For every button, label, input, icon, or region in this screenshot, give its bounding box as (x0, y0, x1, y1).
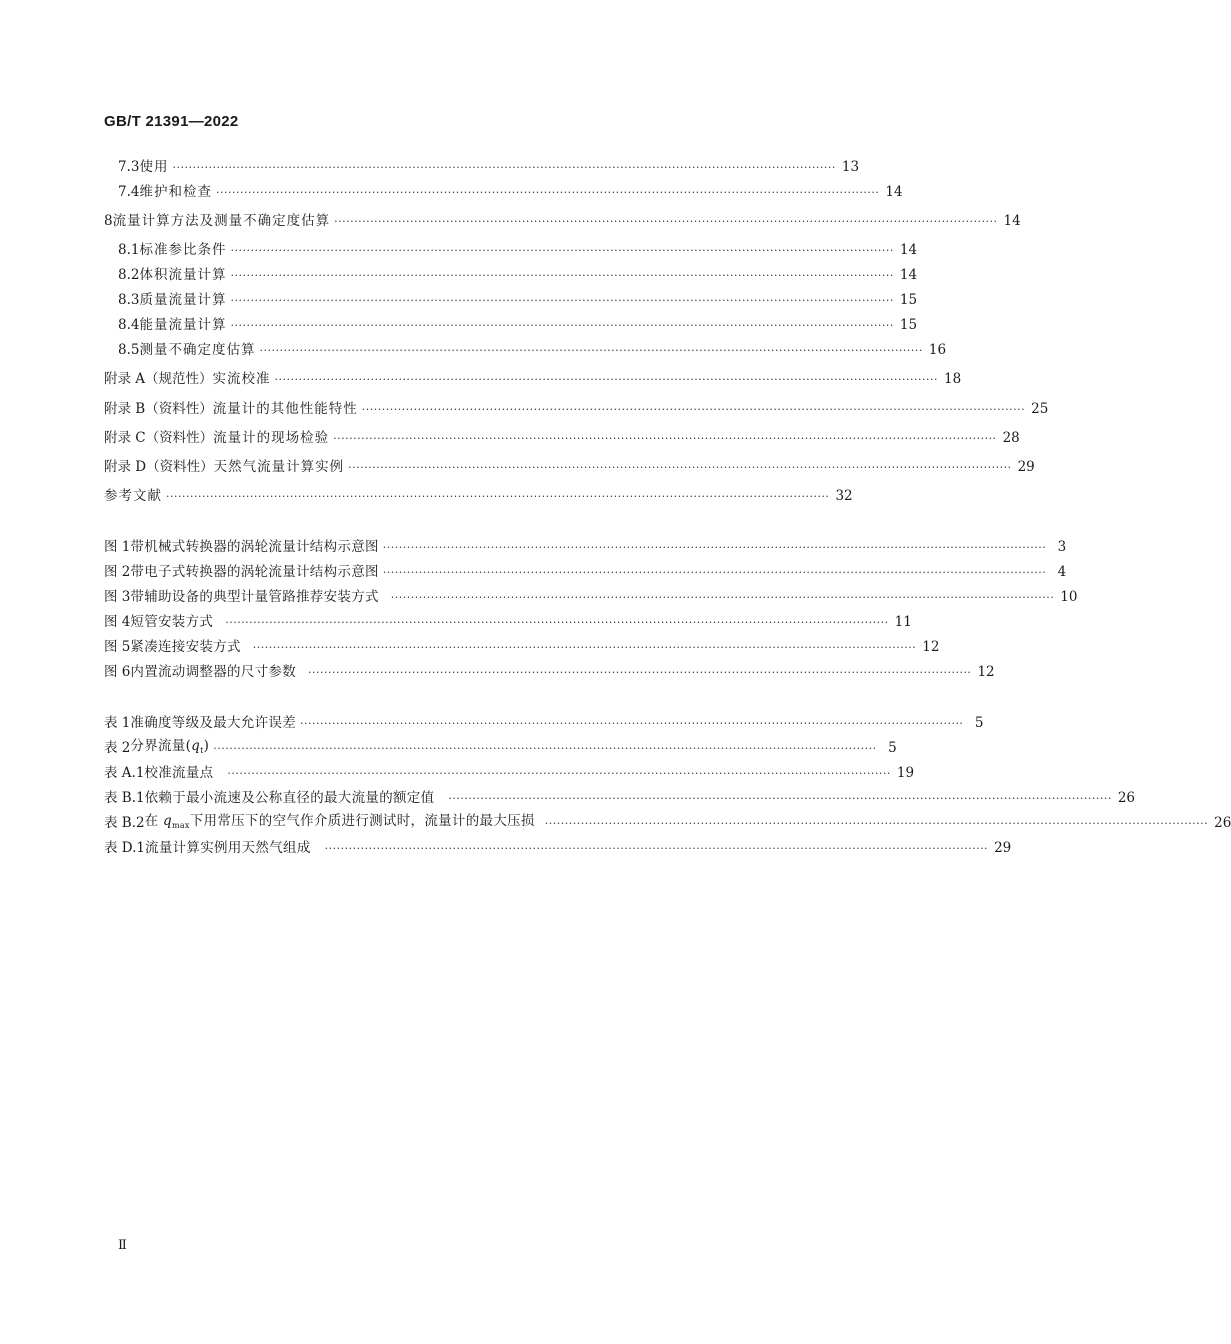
toc-entry-title: 质量流量计算 (139, 292, 227, 308)
figure-dot-leader: ······································································································································································ (252, 641, 917, 654)
figure-dot-leader: ······································································································································································ (382, 541, 1047, 554)
toc-dot-leader: ······································································································································································ (230, 244, 894, 257)
figure-title: 紧凑连接安装方式 (130, 639, 241, 655)
toc-entry-number: 8.5 (118, 342, 140, 358)
table-dot-leader: ······································································································································································ (213, 742, 877, 755)
toc-entry-page: 14 (885, 184, 903, 200)
toc-entry-number: 8.4 (118, 317, 140, 333)
toc-entry-number: 8 (104, 213, 113, 229)
toc-entry-number: 8.3 (118, 292, 140, 308)
table-entry[interactable] (0, 737, 897, 758)
toc-dot-leader: ······································································································································································ (230, 294, 894, 307)
table-page: 5 (974, 715, 984, 731)
toc-entry-page: 16 (928, 342, 947, 358)
toc-dot-leader: ······································································································································································ (230, 269, 894, 282)
toc-entry-page: 15 (899, 292, 918, 308)
table-title-prefix: 在 (144, 812, 163, 829)
toc-entry-title: 测量不确定度估算 (139, 342, 256, 358)
toc-entry[interactable] (0, 369, 962, 389)
table-number: 表 2 (104, 740, 131, 756)
figure-dot-leader: ······································································································································································ (225, 616, 889, 629)
toc-dot-leader: ······································································································································································ (348, 461, 1012, 474)
toc-entry[interactable] (0, 315, 918, 335)
toc-entry-title: 流量计的现场检验 (213, 430, 330, 446)
table-title-suffix: 下用常压下的空气作介质进行测试时，流量计的最大压损 (189, 812, 535, 829)
figure-number: 图 4 (104, 614, 131, 630)
figure-entry[interactable] (0, 562, 1067, 582)
figure-number: 图 6 (104, 664, 131, 680)
toc-entry-page: 28 (1002, 430, 1020, 446)
toc-entry-title: 体积流量计算 (139, 267, 227, 283)
table-title (145, 811, 535, 836)
figure-dot-leader: ······································································································································································ (382, 566, 1047, 579)
toc-entry-number: 7.4 (118, 184, 140, 200)
table-number: 表 B.2 (104, 815, 145, 831)
toc-entry[interactable] (0, 182, 903, 202)
toc-entry-title: 维护和检查 (139, 184, 212, 200)
table-entry[interactable] (0, 713, 984, 733)
figure-page: 11 (894, 614, 912, 630)
table-page: 29 (994, 840, 1012, 856)
table-dot-leader: ······································································································································································ (227, 767, 891, 780)
table-title: 准确度等级及最大允许误差 (130, 715, 296, 731)
table-title: 校准流量点 (144, 765, 214, 781)
figure-entry[interactable] (0, 537, 1067, 557)
toc-entry-page: 14 (899, 267, 918, 283)
figure-page: 12 (922, 639, 940, 655)
figure-entry[interactable] (0, 612, 912, 632)
table-title-suffix: ) (203, 737, 210, 754)
toc-entry[interactable] (0, 399, 1049, 419)
toc-entry-page: 14 (899, 242, 918, 258)
toc-entry-page: 13 (841, 159, 860, 175)
toc-dot-leader: ······································································································································································ (361, 403, 1026, 416)
toc-entry[interactable] (0, 157, 860, 177)
table-title-prefix: 分界流量( (130, 737, 192, 754)
toc-dot-leader: ······································································································································································ (166, 490, 830, 503)
table-number: 表 B.1 (104, 790, 145, 806)
figure-title: 带机械式转换器的涡轮流量计结构示意图 (130, 539, 379, 555)
toc-entry-page: 15 (899, 317, 918, 333)
table-dot-leader: ······································································································································································ (448, 792, 1112, 805)
table-entry[interactable] (0, 838, 1012, 858)
figure-entry[interactable] (0, 587, 1078, 607)
figure-page: 10 (1060, 589, 1078, 605)
toc-entry-title: 天然气流量计算实例 (213, 459, 345, 475)
figure-page: 3 (1057, 539, 1067, 555)
toc-entry-number: 附录 C（资料性） (104, 430, 214, 446)
table-number: 表 A.1 (104, 765, 145, 781)
toc-entry[interactable] (0, 428, 1020, 448)
toc-entry-page: 29 (1017, 459, 1035, 475)
figure-number: 图 5 (104, 639, 131, 655)
toc-entry-number: 7.3 (118, 159, 140, 175)
figure-title: 短管安装方式 (130, 614, 214, 630)
table-entry[interactable] (0, 763, 915, 783)
toc-entry-title: 流量计算方法及测量不确定度估算 (112, 213, 331, 229)
table-title: 流量计算实例用天然气组成 (145, 840, 311, 856)
toc-entry-title: 流量计的其他性能特性 (212, 401, 358, 417)
table-title-subscript: t (200, 745, 204, 755)
figure-entry[interactable] (0, 637, 940, 657)
toc-entry-number: 附录 D（资料性） (104, 459, 214, 475)
figure-number: 图 3 (104, 589, 131, 605)
toc-entry-title: 使用 (139, 159, 169, 175)
figure-entry[interactable] (0, 662, 995, 682)
toc-entry-title: 能量流量计算 (139, 317, 227, 333)
page-number-footer: Ⅱ (118, 1238, 127, 1253)
figure-title: 带辅助设备的典型计量管路推荐安装方式 (130, 589, 379, 605)
table-page: 5 (888, 740, 897, 756)
figure-dot-leader: ······································································································································································ (390, 591, 1055, 604)
table-title: 依赖于最小流速及公称直径的最大流量的额定值 (144, 790, 435, 806)
toc-entry[interactable] (0, 265, 918, 285)
table-dot-leader: ······································································································································································ (324, 842, 989, 855)
table-entry[interactable] (0, 788, 1136, 808)
toc-dot-leader: ······································································································································································ (274, 373, 938, 386)
toc-entry-page: 14 (1003, 213, 1021, 229)
toc-entry-page: 32 (835, 488, 853, 504)
toc-entry-page: 25 (1031, 401, 1049, 417)
table-title-subscript: max (171, 820, 190, 830)
figure-dot-leader: ······································································································································································ (308, 666, 972, 679)
toc-dot-leader: ······································································································································································ (215, 186, 880, 199)
table-dot-leader: ······································································································································································ (300, 717, 964, 730)
toc-entry[interactable] (0, 211, 1021, 231)
toc-entry-title: 参考文献 (104, 488, 162, 504)
table-title-variable: q (163, 812, 172, 829)
toc-entry[interactable] (0, 486, 853, 506)
table-page: 19 (896, 765, 915, 781)
toc-dot-leader: ······································································································································································ (230, 319, 894, 332)
toc-entry-title: 实流校准 (212, 371, 271, 387)
toc-dot-leader: ······································································································································································ (334, 215, 998, 228)
toc-entry[interactable] (0, 240, 918, 260)
standard-code-header: GB/T 21391—2022 (104, 113, 239, 130)
table-number: 表 1 (104, 715, 131, 731)
toc-dot-leader: ······································································································································································ (333, 432, 997, 445)
toc-entry[interactable] (0, 290, 918, 310)
table-dot-leader: ······································································································································································ (544, 817, 1209, 830)
figure-number: 图 1 (104, 539, 131, 555)
toc-entry-page: 18 (943, 371, 962, 387)
toc-entry-title: 标准参比条件 (139, 242, 227, 258)
toc-entry-number: 附录 A（规范性） (104, 371, 213, 387)
table-page: 26 (1117, 790, 1136, 806)
toc-entry[interactable] (0, 340, 947, 360)
table-title-variable: q (191, 737, 201, 754)
figure-title: 带电子式转换器的涡轮流量计结构示意图 (130, 564, 379, 580)
toc-entry[interactable] (0, 457, 1035, 477)
figure-page: 4 (1057, 564, 1067, 580)
figure-page: 12 (977, 664, 995, 680)
figure-number: 图 2 (104, 564, 131, 580)
toc-entry-number: 附录 B（资料性） (104, 401, 213, 417)
toc-dot-leader: ······································································································································································ (259, 344, 923, 357)
toc-entry-number: 8.2 (118, 267, 140, 283)
toc-dot-leader: ······································································································································································ (172, 161, 836, 174)
table-title (130, 736, 209, 761)
table-entry[interactable] (0, 812, 1231, 833)
toc-entry-number: 8.1 (118, 242, 140, 258)
figure-title: 内置流动调整器的尺寸参数 (130, 664, 296, 680)
table-page: 26 (1214, 815, 1231, 831)
table-number: 表 D.1 (104, 840, 146, 856)
